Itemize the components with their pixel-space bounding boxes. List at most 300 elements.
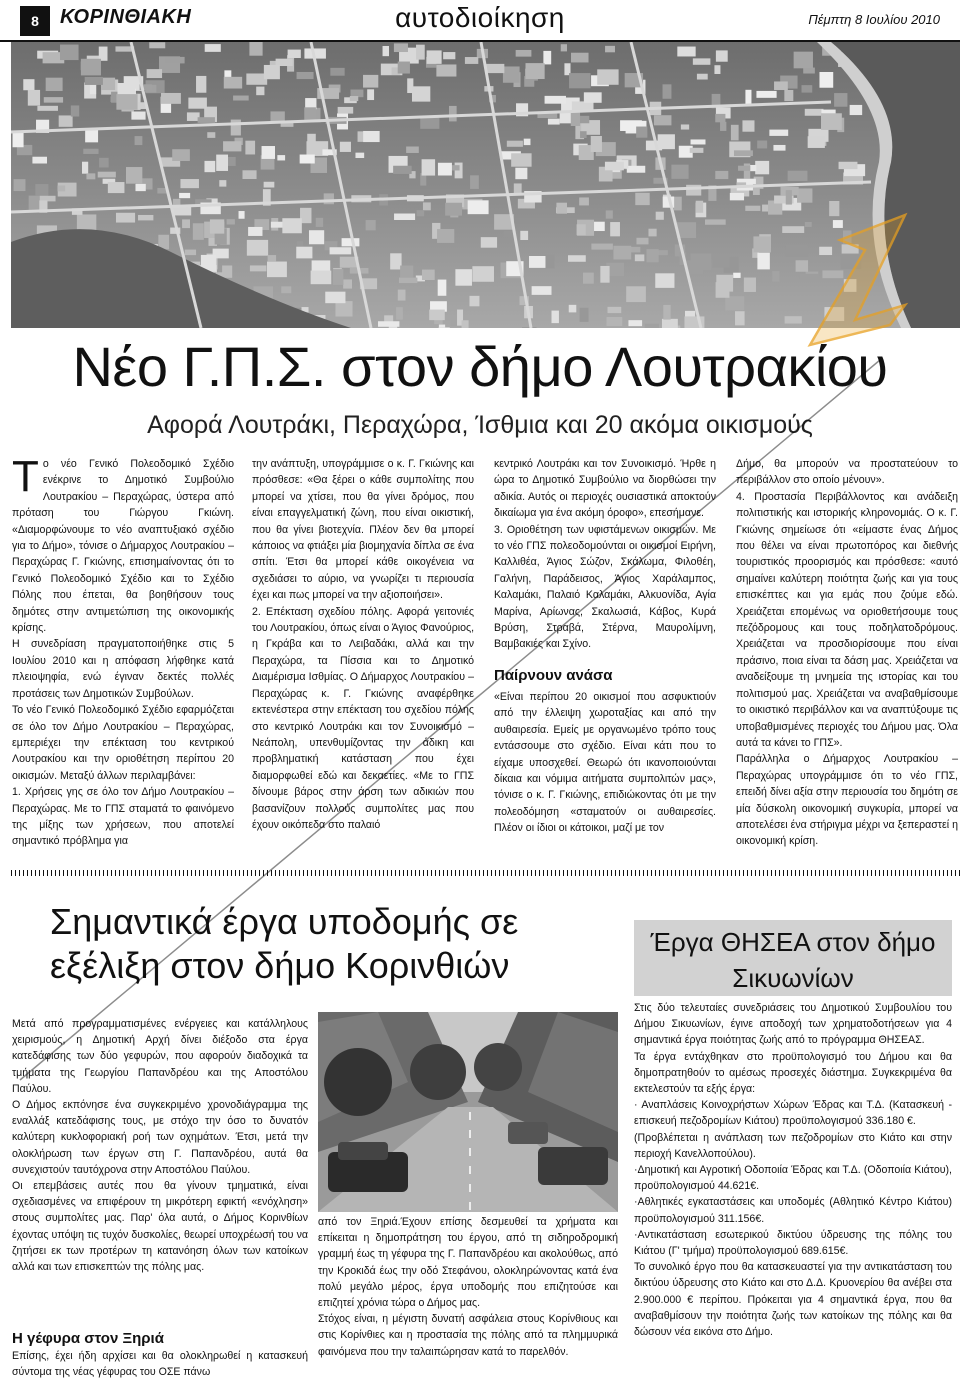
building-block [591,244,612,250]
building-block [805,222,812,227]
building-block [636,127,647,138]
building-block [399,278,417,284]
building-block [185,250,196,256]
building-block [81,59,101,76]
building-block [390,253,401,269]
building-block [427,50,442,63]
building-block [591,136,602,152]
building-block [824,307,844,321]
building-block [223,141,241,151]
building-block [205,44,221,52]
building-block [658,250,668,255]
building-block [522,327,536,328]
paragraph: Παράλληλα ο Δήμαρχος Λουτρακίου – Περαχώρας υπογράμμισε ότι το νέο ΓΠΣ, επειδή δίνει αξία στην περιουσία του δημότη σε μία δύσκολη οικονομική συγκυρία, μπορεί να αποτελέσει ένα στήριγμα μέχρι να ξεπεραστεί η οικονομική κρίση. [736,753,958,848]
building-block [794,52,813,69]
building-block [86,173,95,179]
building-block [422,159,436,175]
building-block [569,305,577,313]
building-block [423,202,431,210]
article2-headline: Σημαντικά έργα υποδομής σε εξέλιξη στον δήμο Κορινθιών [50,901,519,986]
building-block [788,171,808,181]
building-block [383,46,389,56]
paragraph: Στόχος είναι, η μέγιστη δυνατή ασφάλεια στους Κορίνθιους και στις Κορίνθιες και η προστασία της πόλης από τα πλημμυρικά φαινόμενα που την ταλαιπώρησαν κατά το παρελθόν. [318,1313,618,1358]
building-block [757,253,769,270]
building-block [396,307,403,319]
building-block [626,286,646,302]
building-block [713,256,730,268]
building-block [658,134,675,149]
section-divider [11,870,960,876]
building-block [516,50,532,57]
building-block [755,161,769,174]
building-block [656,212,664,220]
building-block [227,219,235,224]
building-block [311,271,332,285]
building-block [797,188,812,202]
building-block [757,141,767,149]
paragraph: «Είναι περίπου 20 οικισμοί που ασφυκτιούν από την έλλειψη χωροταξίας και από την αυθαιρεσία. Εμείς με οργανωμένο τρόπο τους εντάσσουμε στο σχέδιο. Είναι κάτι που το είχαμε υποσχεθεί. Θεωρώ ότι ικανοποιούνται δίκαια και νόμιμα αιτήματα συμπολιτών μας», τόνισε ο κ. Γ. Γκιώνης, επιδιώκοντας ότι με την πολεοδόμηση «σταματούν οι αυθαιρεσίες. Πλέον οι ίδιοι οι κάτοικοι, μαζί με τον [494,690,716,835]
paragraph: Μετά από προγραμματισμένες ενέργειες και κατάλληλους χειρισμούς, η Δημοτική Αρχή δίνει διέξοδο στα έργα κατεδάφισης των δύο γεφυρών, που αφορούν διαδοχικά τα τμήματα της Γεωργίου Παπανδρέου και της Αποστόλου Παύλου. [12,1018,308,1095]
building-block [613,246,631,260]
building-block [231,120,241,136]
building-block [400,266,413,278]
building-block [733,273,740,278]
building-block [511,153,531,166]
building-block [850,105,863,115]
paragraph: 1. Χρήσεις γης σε όλο τον Δήμο Λουτρακίου – Περαχώρας. Με το ΓΠΣ σταματά το φαινόμενο της μίξης των χρήσεων, που αποτελεί σημαντικό πρόβλημα για [12,786,234,848]
building-block [842,244,859,253]
article-column-2 [252,456,474,833]
building-block [367,89,374,100]
building-block [784,90,793,101]
building-block [605,162,624,171]
building-block [690,148,704,153]
paragraph: ·Αθλητικές εγκαταστάσεις και υποδομές (Αθλητικό Κέντρο Κιάτου) προϋπολογισμού 311.156€. [634,1196,952,1225]
building-block [738,166,750,171]
building-block [844,279,857,292]
article-column-3 [494,456,716,837]
building-block [249,42,262,56]
building-block [841,255,862,268]
building-block [481,237,497,248]
paragraph: 2. Επέκταση σχεδίου πόλης. Αφορά γειτονιές του Λουτρακίου, όπως είναι ο Άγιος Φανούριος, η Γκράβα και το Λειβαδάκι, αλλά και την Περαχώρα, τα Πίσσια και το Δημοτικό Διαμέρισμα Ισθμίας. Ο Δήμαρχος Λουτρακίου – Περαχώρας κ. Γ. Γκιώνης αναφέρθηκε εκτενέστερα στην επέκταση του σχεδίου πόλης στο κεντρικό Λουτράκι και τον Συνοικισμό – Νεάπολη, υπενθυμίζοντας την άδικη και προβληματική κατάσταση που έχει διαμορφωθεί εδώ και δεκαετίες. «Με το ΓΠΣ δίνουμε βάρος στην άρση των αδικιών που βασανίζουν πολλούς συμπολίτες μας που έχουν οικόπεδα στο παλαιό [252,605,475,831]
building-block [108,182,125,193]
building-block [805,109,824,116]
building-block [636,238,648,245]
building-block [245,141,255,155]
building-block [833,220,843,228]
building-block [330,247,352,254]
building-block [207,132,215,138]
building-block [437,229,454,243]
building-block [147,69,162,78]
building-block [44,97,63,103]
building-block [350,96,358,101]
building-block [117,83,135,95]
building-block [429,310,445,321]
building-block [394,43,408,52]
article3-headline: Έργα ΘΗΣΕΑ στον δήμο Σικυωνίων [650,927,936,993]
building-block [288,50,301,58]
building-block [468,200,489,214]
building-block [725,296,744,310]
building-block [276,59,293,66]
building-block [37,106,58,111]
building-block [674,197,682,211]
building-block [165,57,185,64]
building-block [85,129,98,142]
building-block [135,136,143,145]
building-block [316,218,323,227]
building-block [282,218,302,233]
building-block [393,166,412,174]
building-block [606,210,613,218]
building-block [219,180,226,186]
building-block [248,227,262,236]
building-block [753,236,771,252]
building-block [507,141,523,147]
building-block [749,165,756,171]
article2-body-b: Επίσης, έχει ήδη αρχίσει και θα ολοκληρωθεί η κατασκευή σύντομα της νέας γέφυρας του ΟΣΕ πάνω [12,1350,308,1379]
building-block [714,65,720,74]
building-block [819,247,832,255]
paragraph: (Προβλέπεται η ανάπλαση των πεζοδρομίων στο Κιάτο και στην περιοχή Κανελλοπούλου). [634,1131,952,1160]
building-block [782,226,804,233]
building-block [60,45,79,61]
building-block [188,98,207,109]
building-block [546,255,555,269]
building-block [161,93,181,104]
building-block [325,292,345,304]
building-block [580,131,587,138]
building-block [691,139,706,144]
building-block [583,273,594,284]
building-block [196,76,206,93]
building-block [556,203,567,214]
building-block [648,229,656,237]
building-block [731,125,739,141]
paragraph: ·Δημοτική και Αγροτική Οδοποιία Έδρας και Τ.Δ. (Οδοποιία Κιάτου), προϋπολογισμού 44.621€. [634,1164,952,1193]
building-block [605,46,615,52]
page-number: 8 [20,6,50,36]
building-block [610,222,620,236]
building-block [438,163,452,176]
building-block [597,69,618,84]
building-block [13,132,24,147]
building-block [172,149,190,161]
building-block [600,266,609,283]
article2-body-c [318,1214,618,1360]
building-block [579,197,589,205]
building-block [716,50,728,61]
building-block [312,260,331,271]
building-block [715,171,728,179]
building-block [281,286,291,293]
building-block [696,201,703,213]
building-block [808,136,825,148]
building-block [233,96,249,101]
building-block [577,224,586,235]
building-block [343,279,352,288]
building-block [524,139,531,145]
building-block [46,78,63,91]
building-block [691,253,712,269]
page-header [0,0,960,42]
building-block [569,73,591,88]
building-block [398,62,410,74]
building-block [449,106,457,121]
building-block [135,184,145,191]
article2-subheading: Η γέφυρα στον Ξηριά [12,1330,164,1347]
building-block [742,120,754,131]
building-block [366,220,376,230]
building-block [324,193,334,204]
building-block [99,47,108,61]
building-block [571,53,589,63]
building-block [264,65,280,79]
paragraph: Ο Δήμος εκπόνησε ένα συγκεκριμένο χρονοδιάγραμμα της εναλλάξ κατεδάφισης τους, με στόχο την όσο το δυνατόν καλύτερη κυκλοφοριακή ροή των οχημάτων. Έτσι, μετά την ολοκλήρωση των έργων στη Γ. Παπανδρέου, αυτά θα συνεχιστούν ταυτόχρονα στην Αποστόλου Παύλου. [12,1099,308,1176]
building-block [342,238,360,246]
paragraph: ο νέο Γενικό Πολεοδομικό Σχέδιο ενέκρινε το Δημοτικό Συμβούλιο Λουτρακίου – Περαχώρας, ύστερα από πρόταση του Γιώργου Γκιώνη. «Διαμορφώνουμε το νέο αναπτυξιακό σχέδιο για το Δήμο», τόνισε ο Δήμαρχος Λουτρακίου – Περαχώρας Γ. Γκιώνης, επισημαίνοντας ότι το Γενικό Πολεοδομικό Σχέδιο και το Σχέδιο Πόλης που έπεται, θα βοηθήσουν τους δημότες στην αντιμετώπιση της οικονομικής κρίσης. [12,458,234,635]
building-block [239,211,245,219]
building-block [297,72,314,79]
building-block [250,265,267,271]
building-block [28,90,40,106]
building-block [180,179,198,188]
building-block [417,210,425,216]
building-block [455,269,472,286]
paragraph: Η συνεδρίαση πραγματοποιήθηκε στις 5 Ιουλίου 2010 και η απόφαση λήφθηκε κατά πλειοψηφία, ενώ έγιναν δεκτές πολλές προτάσεις των Δημοτικών Συμβούλων. [12,638,234,700]
building-block [735,311,745,325]
building-block [443,52,455,59]
building-block [543,51,551,65]
building-block [829,201,839,216]
building-block [116,213,135,223]
building-block [745,90,751,105]
building-block [635,193,649,205]
building-block [445,203,462,216]
paragraph: κεντρικό Λουτράκι και τον Συνοικισμό. Ήρθε η ώρα το Δημοτικό Συμβούλιο να διορθώσει την αδικία. Αυτός οι περιοχές ουσιαστικά αποκτούν δικαίωμα για ένα ακόμη όροφο», επεσήμανε. [494,458,716,520]
building-block [438,280,447,296]
building-block [309,230,324,244]
building-block [406,146,419,152]
building-block [149,42,165,48]
building-block [85,77,103,85]
building-block [340,142,351,152]
building-block [216,155,228,171]
issue-date: Πέμπτη 8 Ιουλίου 2010 [808,12,940,27]
building-block [646,249,658,262]
building-block [671,165,688,179]
building-block [677,47,695,57]
paragraph: 4. Προστασία Περιβάλλοντος και ανάδειξη πολιτιστικής και ιστορικής κληρονομιάς. Ο κ. Γ. Γκιώνης σημείωσε ότι «είμαστε ένας Δήμος που θέλει να είναι πρωτοπόρος και διεθνής τουριστικός προορισμός και πρόσθεσε: «αυτό σημαίνει καλύτερη ποιότητα ζωής και για τους επισκέπτες και για εμάς που ζούμε εδώ. Χρειάζεται επομένως να οριοθετήσουμε τους πεζόδρομους και τους ποδηλατοδρόμους. Χρειάζεται να προσδιορίσουμε που είναι πράσινο, ποια είναι τα δάση μας. Χρειάζεται να αναδείξουμε τη μνημεία της ιστορίας και του πολιτισμού μας. Χρειάζεται να αναβαθμίσουμε το οικιστικό περιβάλλον και να αναπτύξουμε τις υποβαθμισμένες περιοχές του Δήμου μας. Όλα αυτά τα κάνει το ΓΠΣ». [736,490,958,749]
building-block [71,105,79,116]
building-block [355,153,364,158]
paragraph: ·Αντικατάσταση εσωτερικού δικτύου ύδρευσης της πόλης του Κιάτου (Γ' τμήμα) προϋπολογισμού 689.615€. [634,1228,952,1258]
building-block [304,107,316,120]
article3-body [634,1000,952,1340]
article-column-1 [12,452,234,850]
building-block [335,301,352,316]
building-block [412,86,430,101]
building-block [796,260,808,271]
building-block [82,162,88,174]
building-block [571,113,580,127]
building-block [378,321,399,327]
building-block [774,81,788,90]
aerial-city-photo [11,42,960,328]
building-block [363,131,380,142]
building-block [515,168,527,179]
building-block [138,215,153,220]
article-column-4 [736,456,958,850]
building-block [472,266,494,282]
building-block [256,87,264,96]
paper-name: ΚΟΡΙΝΘΙΑΚΗ [60,6,192,28]
building-block [439,327,450,328]
building-block [607,317,623,326]
building-block [469,296,479,306]
building-block [182,219,190,228]
building-block [296,247,312,259]
building-block [645,324,659,328]
building-block [333,269,343,285]
building-block [300,155,315,164]
building-block [179,193,190,198]
building-block [57,185,65,191]
building-block [99,158,109,168]
paragraph: την ανάπτυξη, υπογράμμισε ο κ. Γ. Γκιώνης και πρόσθεσε: «Θα ξέρει ο κάθε συμπολίτης που μπορεί να χτίσει, που θα γίνει δρόμος, που είναι επαγγελματική ζώνη, που είναι οικιστική, που θα γίνει βιοτεχνία. Πλέον δεν θα μπορεί κάποιος να φτιάξει μία βιομηχανία δίπλα σε ένα σπίτι. Έτσι θα μπορεί κάθε οικογένεια να σχεδιάσει το αύριο, να γνωρίζει τι περιουσία έχει και πως μπορεί να την αξιοποιήσει». [252,458,474,602]
building-block [584,92,602,102]
building-block [116,94,137,110]
building-block [693,58,711,64]
building-block [210,219,224,233]
building-block [277,155,285,160]
building-block [785,316,802,323]
building-block [267,262,287,278]
building-block [560,112,573,123]
building-block [14,179,26,191]
building-block [83,149,98,154]
building-block [35,184,48,196]
building-block [422,270,435,280]
building-block [101,78,115,90]
article-headline: Νέο Γ.Π.Σ. στον δήμο Λουτρακίου [72,335,888,398]
building-block [338,107,354,114]
paragraph: Το συνολικό έργο που θα κατασκευαστεί για την αντικατάσταση του δικτύου ύδρευσης στο Κιάτο και στο Δ.Δ. Κρυονερίου θα ανέβει στα 2.900.000 € περίπου. Πρόκειται για 4 σημαντικά έργα, που θα αναβαθμίσουν την ποιότητα ζωής των κατοίκων της πόλης και θα δώσουν νέα εικόνα στο Δήμο. [634,1261,952,1339]
paragraph: Οι επεμβάσεις αυτές που θα γίνουν τμηματικά, είναι σχεδιασμένες να επιφέρουν τη μικρότερη εφικτή «ενόχληση» στους συμπολίτες μας. Παρ' όλα αυτά, ο Δήμος Κορινθίων έχοντας υπόψη τις τυχόν δυσκολίες, θεωρεί υποχρέωσή του να ζητήσει εκ των προτέρων τη κατανόηση όλων των κατοίκων αλλά και των επισκεπτών της πόλης μας. [12,1180,308,1274]
building-block [247,240,268,256]
building-block [462,320,469,328]
building-block [193,223,204,240]
building-block [545,96,566,104]
building-block [264,182,275,188]
building-block [32,157,47,164]
building-block [705,219,726,224]
building-block [532,286,552,295]
paragraph: 3. Οριοθέτηση των υφιστάμενων οικισμών. Με το νέο ΓΠΣ πολεοδομούνται οι οικισμοί Ειρήνη, Καλλιθέα, Άγιος Σώζον, Σκάλωμα, Φιλοθέη, Γαλήνη, Παράδεισος, Άγιος Χαράλαμπος, Καλαμάκι, Παλαιό Καλαμάκι, Αλκυονίδα, Αγία Μαρίνα, Αρίωνας, Σκαλωσιά, Κάβος, Κυρά Βρύση, Στραβά, Στέρνα, Μαυρολίμνη, Βαμβακιές και Σχίνο. [494,523,716,651]
building-block [436,64,456,76]
building-block [580,308,589,322]
building-block [635,254,644,261]
building-block [730,193,744,200]
building-block [242,170,256,179]
building-block [514,183,522,193]
building-block [262,146,275,159]
building-block [204,161,215,172]
building-block [23,79,34,90]
building-block [786,245,808,257]
article2-body [12,1016,308,1275]
paragraph: από τον Ξηριά.Έχουν επίσης δεσμευθεί τα χρήματα και επίκειται η δημοπράτηση του έργου, από τη σιδηροδρομική γραμμή έως τη γέφυρα της Γ. Παπανδρέου και ακολούθως, από την Κροκιδά έως την οδό Στεφάνου, ολοκληρώνοντας κατά ένα πολύ μεγάλο μέρος, έργα υποδομής που επιζητούσε και επιζητεί χρόνια τώρα ο Δήμος μας. [318,1216,618,1310]
building-block [126,167,142,184]
building-block [627,166,645,173]
paragraph: · Αναπλάσεις Κοινοχρήστων Χώρων Έδρας και Τ.Δ. (Κατασκευή - επισκευή πεζοδρομίων Κιάτου) προϋπολογισμού 336.180 €. [634,1099,952,1128]
building-block [59,115,73,126]
building-block [529,256,545,268]
building-block [503,66,520,82]
building-block [744,278,756,292]
building-block [416,45,425,60]
building-block [330,68,344,76]
building-block [470,175,479,189]
building-block [398,290,406,301]
building-block [663,84,672,98]
building-block [745,206,760,211]
building-block [394,214,415,220]
building-block [607,307,621,313]
building-block [662,319,678,328]
building-block [843,230,851,243]
building-block [697,74,708,80]
building-block [819,72,833,88]
building-block [715,114,725,122]
drop-cap: Τ [12,452,39,501]
building-block [800,274,818,282]
building-block [663,305,670,320]
building-block [803,68,815,74]
building-block [526,63,545,79]
section-name: αυτοδιοίκηση [395,2,565,33]
building-block [839,162,858,169]
building-block [131,112,145,120]
building-block [756,91,776,98]
building-block [486,64,504,73]
building-block [198,117,215,123]
building-block [628,320,642,326]
building-block [655,273,674,288]
building-block [224,77,242,89]
building-block [734,150,753,156]
building-block [520,231,528,240]
building-block [720,122,726,131]
building-block [363,75,378,88]
building-block [268,255,276,261]
building-block [548,119,560,125]
column-subheading: Παίρνουν ανάσα [494,666,613,684]
building-block [561,44,567,51]
article-subheadline: Αφορά Λουτράκι, Περαχώρα, Ίσθμια και 20 ακόμα οικισμούς [147,411,813,439]
building-block [77,214,96,230]
building-block [681,124,689,129]
building-block [98,172,116,178]
building-block [568,255,586,262]
building-block [686,185,701,196]
building-block [465,57,478,64]
building-block [716,275,733,292]
paragraph: Τα έργα εντάχθηκαν στο προϋπολογισμό του Δήμου και θα δημοπρατηθούν το αμέσως προσεχές διάστημα. Συγκεκριμένα θα εκτελεστούν τα εξής έργα: [634,1050,952,1096]
building-block [822,270,843,278]
